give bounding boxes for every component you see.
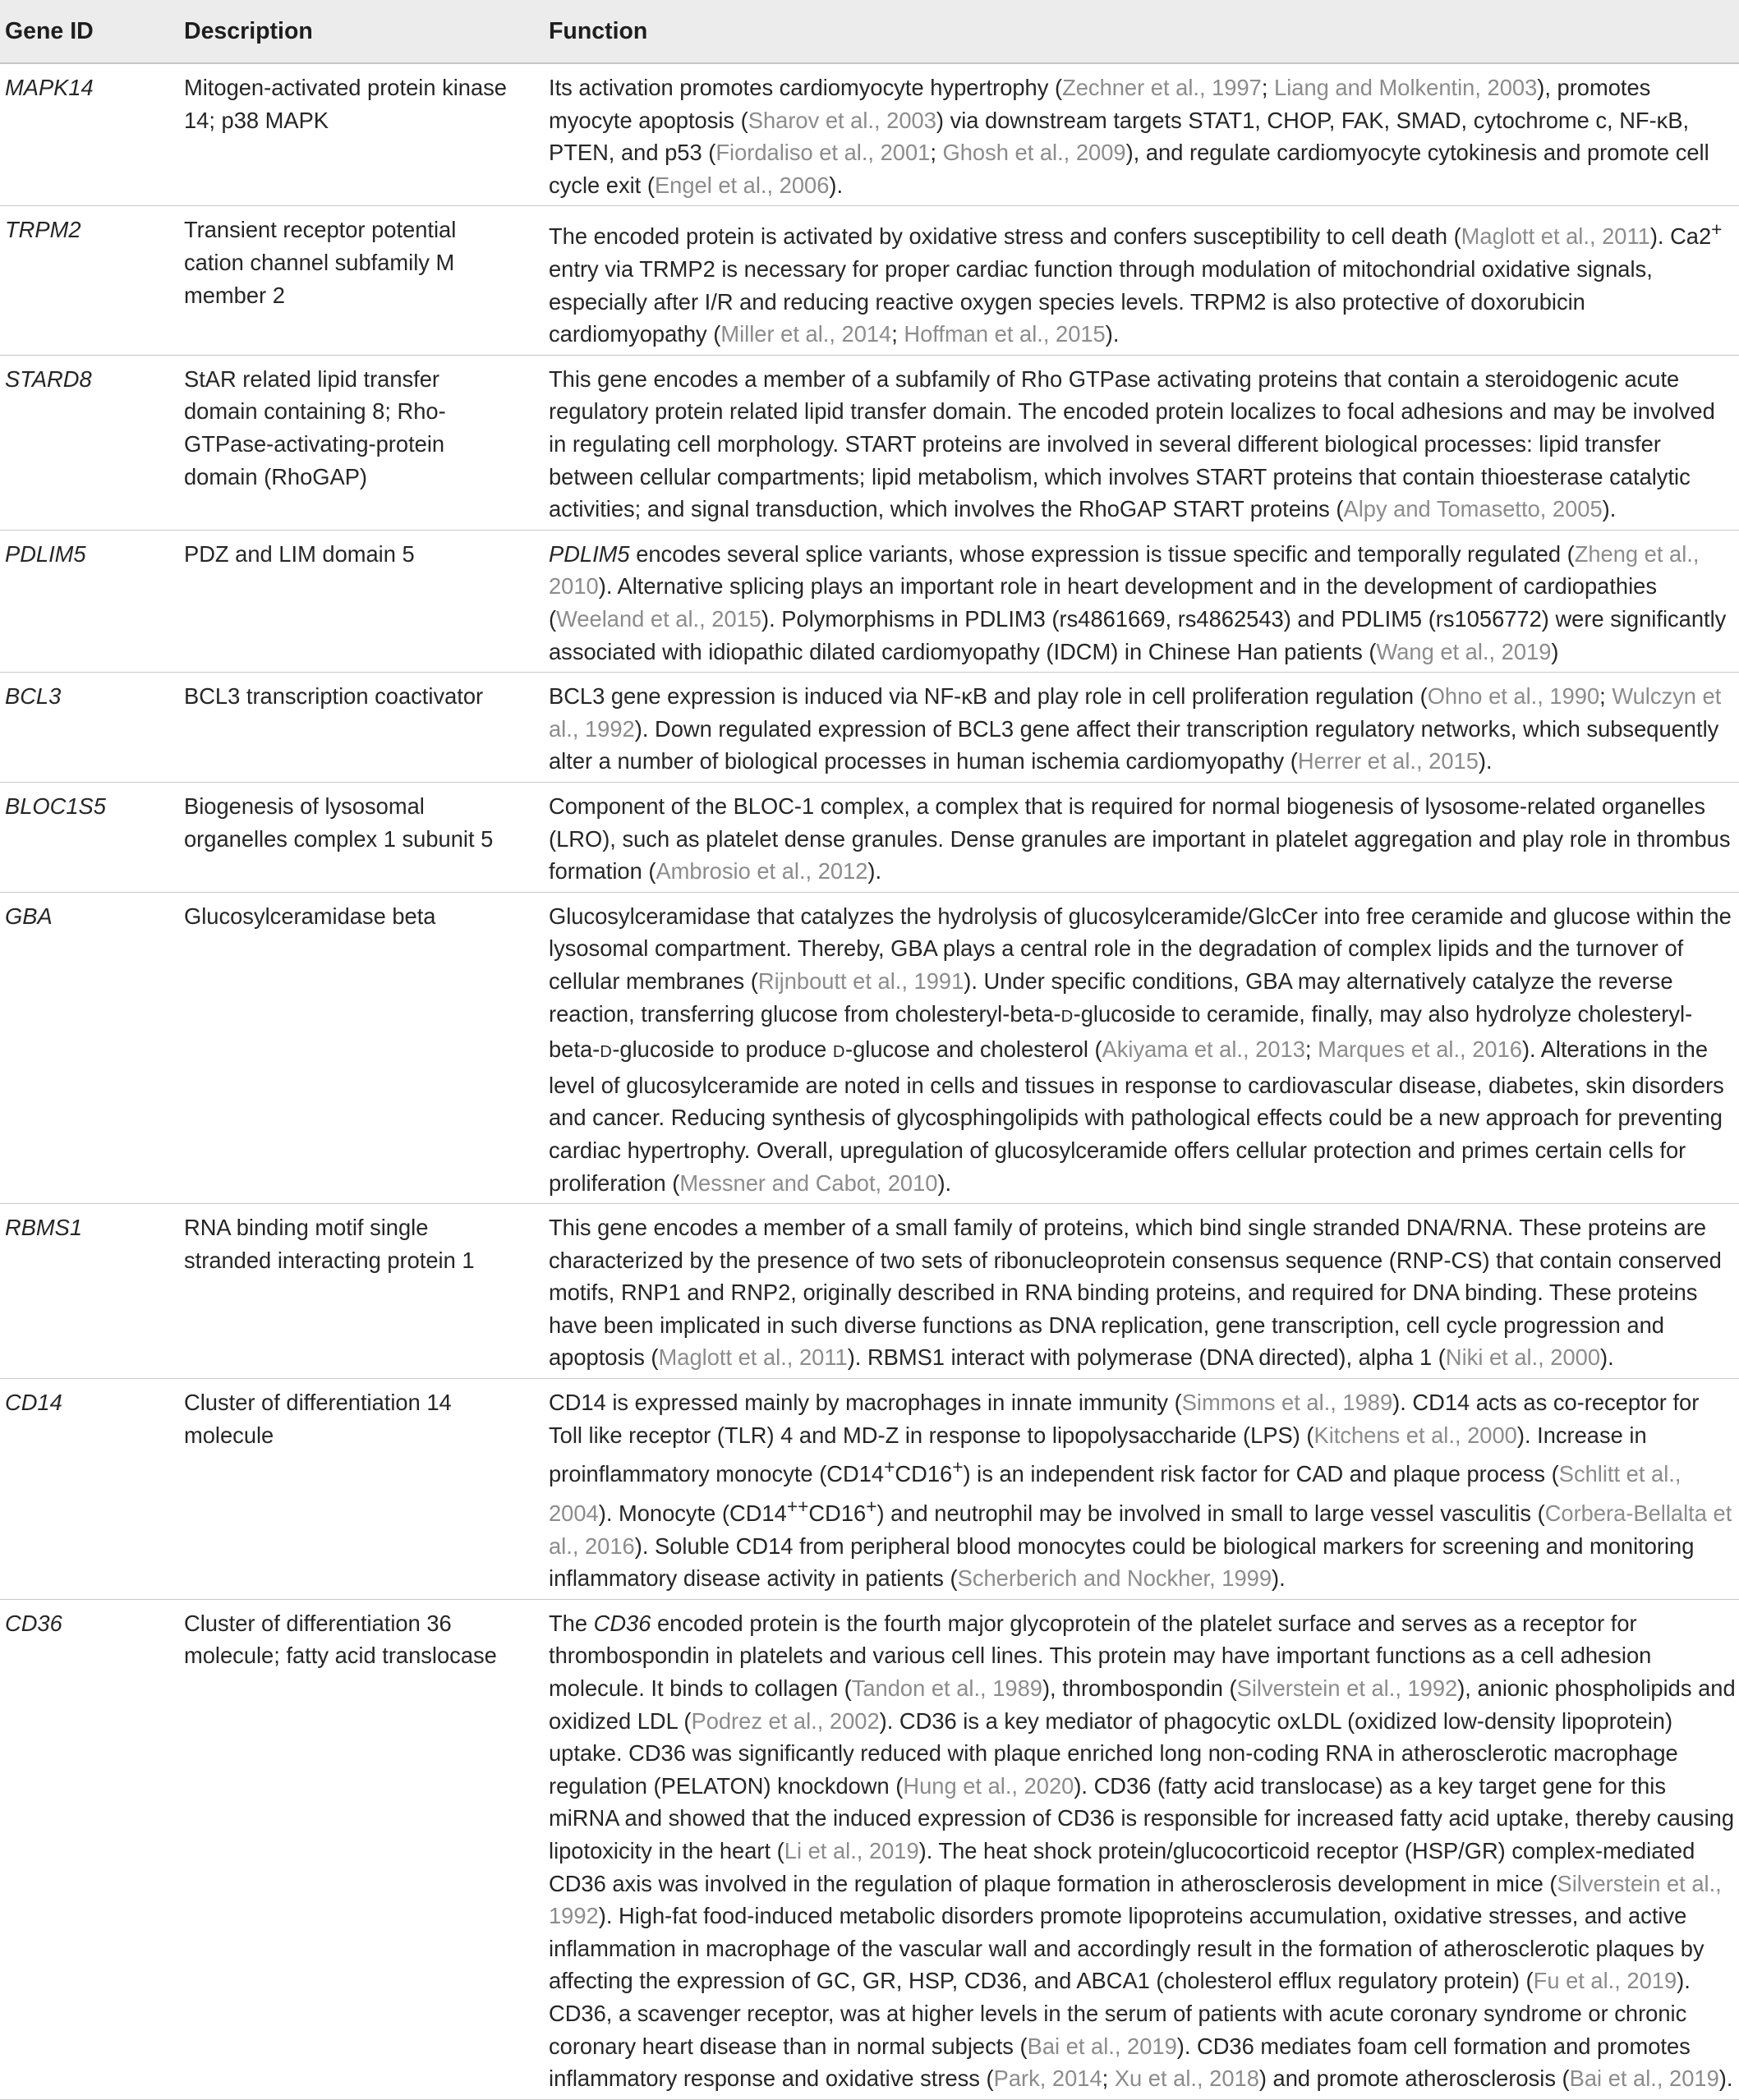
citation-link[interactable]: Ghosh et al., 2009 — [942, 140, 1126, 166]
table-body — [0, 63, 1739, 2099]
header-description: Description — [184, 0, 549, 63]
citation-link[interactable]: Schlitt et al., 2004 — [549, 1461, 1681, 1527]
function-text: This gene encodes a member of a small family of proteins, which bind single stranded DNA/RNA. These proteins are characterized by the presence of two sets of ribonucleoprotein consensus sequence (RNP-CS) that contain conserved motifs, RNP1 and RNP2, originally described in RNA binding proteins, and required for DNA binding. These proteins have been implicated in such diverse functions as DNA replication, gene transcription, cell cycle progression and apoptosis ( — [549, 1215, 1722, 1371]
citation-link[interactable]: Weeland et al., 2015 — [556, 606, 761, 632]
citation-link[interactable]: Xu et al., 2018 — [1114, 2066, 1259, 2092]
function-text: -glucoside to produce — [612, 1036, 833, 1063]
function-text: The encoded protein is activated by oxidative stress and confers susceptibility to cell death ( — [549, 223, 1461, 250]
header-function: Function — [549, 0, 1739, 63]
function-text: ). — [1718, 2066, 1733, 2092]
table-row — [0, 63, 1739, 206]
table-row — [0, 782, 1739, 892]
function-text: ). High-fat food-induced metabolic disorders promote lipoproteins accumulation, oxidative stresses, and active inflammation in macrophage of the vascular wall and accordingly result in the formation of atherosclerotic plaques by affecting the expression of GC, GR, HSP, CD36, and ABCA1 (cholesterol efflux regulatory protein) ( — [549, 1903, 1704, 1994]
gene-id-cell: TRPM2 — [0, 206, 184, 355]
table-row — [0, 892, 1739, 1203]
function-text: ). CD14 acts as co-receptor for Toll like receptor (TLR) 4 and MD-Z in response to lipopolysaccharide (LPS) ( — [549, 1390, 1700, 1448]
citation-link[interactable]: Rijnboutt et al., 1991 — [757, 967, 964, 994]
table-header-row — [0, 0, 1739, 63]
function-text: ). Increase in proinflammatory monocyte (CD14 — [549, 1422, 1647, 1487]
function-text: The — [549, 1610, 594, 1636]
function-text: ). CD36 mediates foam cell formation and promotes inflammatory response and oxidative stress ( — [549, 2033, 1691, 2092]
function-text: ; — [1304, 1036, 1318, 1063]
citation-link[interactable]: Fu et al., 2019 — [1533, 1968, 1677, 1994]
function-text: ). — [1602, 496, 1617, 522]
function-text: ). CD36, a scavenger receptor, was at higher levels in the serum of patients with acute coronary syndrome or chronic coronary heart disease than in normal subjects ( — [549, 1968, 1691, 2059]
superscript-text: + — [1711, 218, 1723, 241]
description-cell: RNA binding motif single stranded interacting protein 1 — [184, 1204, 549, 1379]
citation-link[interactable]: Herrer et al., 2015 — [1297, 748, 1479, 774]
superscript-text: ++ — [786, 1495, 809, 1517]
function-text: ). Monocyte (CD14 — [598, 1500, 787, 1527]
citation-link[interactable]: Marques et al., 2016 — [1318, 1036, 1522, 1063]
function-text: ). Soluble CD14 from peripheral blood monocytes could be biological markers for screening and monitoring inflammatory disease activity in patients ( — [549, 1532, 1695, 1592]
citation-link[interactable]: Liang and Molkentin, 2003 — [1274, 75, 1538, 100]
function-text: ), thrombospondin ( — [1042, 1675, 1237, 1701]
small-caps-letter: D — [832, 1043, 845, 1062]
function-cell — [549, 892, 1739, 1203]
function-text: ). — [1105, 321, 1120, 347]
function-text: ). The heat shock protein/glucocorticoid receptor (HSP/GR) complex-mediated CD36 axis was involved in the regulation of plaque formation in atherosclerosis development in mice ( — [549, 1837, 1695, 1896]
function-text: ), and regulate cardiomyocyte cytokinesis and promote cell cycle exit ( — [549, 140, 1709, 198]
citation-link[interactable]: Podrez et al., 2002 — [691, 1707, 880, 1734]
description-cell: PDZ and LIM domain 5 — [184, 530, 549, 672]
function-text: ). Down regulated expression of BCL3 gene affect their transcription regulatory networks, which subsequently alter a number of biological processes in human ischemia cardiomyopathy ( — [549, 715, 1719, 774]
function-text: Glucosylceramidase that catalyzes the hydrolysis of glucosylceramide/GlcCer into free ceramide and glucose within the lysosomal compartment. Thereby, GBA plays a central role in the degradation of complex lipids and the turnover of cellular membranes ( — [549, 903, 1732, 994]
function-cell — [549, 782, 1739, 892]
table-row — [0, 1204, 1739, 1379]
superscript-text: + — [884, 1456, 895, 1478]
function-cell — [549, 355, 1739, 530]
function-text: ) via downstream targets STAT1, CHOP, FAK, SMAD, cytochrome c, NF-κB, PTEN, and p53 ( — [549, 107, 1690, 166]
small-caps-letter: D — [600, 1043, 613, 1062]
description-cell: Biogenesis of lysosomal organelles complex 1 subunit 5 — [184, 782, 549, 892]
function-text: ; — [1599, 683, 1612, 710]
citation-link[interactable]: Tandon et al., 1989 — [851, 1675, 1042, 1701]
citation-link[interactable]: Silverstein et al., 1992 — [549, 1870, 1722, 1929]
citation-link[interactable]: Simmons et al., 1989 — [1181, 1390, 1393, 1416]
citation-link[interactable]: Bai et al., 2019 — [1027, 2033, 1177, 2059]
citation-link[interactable]: Hung et al., 2020 — [903, 1772, 1074, 1799]
function-text: encoded protein is the fourth major glycoprotein of the platelet surface and serves as a receptor for thrombospondin in platelets and various cell lines. This protein may have important functions as a cell adhesion molecule. It binds to collagen ( — [549, 1610, 1652, 1701]
function-text: ). CD36 (fatty acid translocase) as a key target gene for this miRNA and showed that the induced expression of CD36 is responsible for increased fatty acid uptake, thereby causing lipotoxicity in the heart ( — [549, 1772, 1735, 1863]
function-text: ). — [1272, 1565, 1286, 1592]
citation-link[interactable]: Corbera-Bellalta et al., 2016 — [549, 1500, 1732, 1559]
table-row — [0, 673, 1739, 783]
citation-link[interactable]: Engel et al., 2006 — [654, 172, 830, 198]
citation-link[interactable]: Ohno et al., 1990 — [1427, 683, 1600, 710]
gene-id-cell: RBMS1 — [0, 1204, 184, 1379]
citation-link[interactable]: Alpy and Tomasetto, 2005 — [1343, 496, 1603, 522]
function-text: Its activation promotes cardiomyocyte hypertrophy ( — [549, 75, 1063, 100]
function-cell — [549, 206, 1739, 355]
function-text: ). — [1478, 748, 1493, 774]
function-cell — [549, 1204, 1739, 1379]
superscript-text: + — [952, 1456, 964, 1478]
function-text: ) and neutrophil may be involved in small to large vessel vasculitis ( — [876, 1500, 1545, 1527]
description-cell: Glucosylceramidase beta — [184, 892, 549, 1203]
function-text: -glucose and cholesterol ( — [845, 1036, 1102, 1063]
citation-link[interactable]: Maglott et al., 2011 — [658, 1344, 848, 1371]
function-text: ). — [1600, 1344, 1614, 1371]
table-row — [0, 530, 1739, 672]
citation-link[interactable]: Hoffman et al., 2015 — [904, 321, 1106, 347]
citation-link[interactable]: Zheng et al., 2010 — [549, 540, 1700, 600]
citation-link[interactable]: Silverstein et al., 1992 — [1236, 1675, 1458, 1701]
description-cell: Mitogen-activated protein kinase 14; p38 MAPK — [184, 63, 549, 206]
citation-link[interactable]: Fiordaliso et al., 2001 — [715, 140, 931, 166]
citation-link[interactable]: Miller et al., 2014 — [720, 321, 892, 347]
function-text: Component of the BLOC-1 complex, a complex that is required for normal biogenesis of lysosome-related organelles (LRO), such as platelet dense granules. Dense granules are important in platelet aggregation and play role in thrombus formation ( — [549, 793, 1731, 885]
function-text: ; — [1261, 75, 1275, 100]
gene-id-cell: CD36 — [0, 1599, 184, 2099]
citation-link[interactable]: Zechner et al., 1997 — [1062, 75, 1262, 100]
function-text: ), promotes myocyte apoptosis ( — [549, 75, 1651, 133]
function-cell — [549, 1379, 1739, 1600]
function-text: ; — [930, 140, 943, 166]
function-text: CD16 — [895, 1461, 953, 1487]
citation-link[interactable]: Li et al., 2019 — [784, 1837, 919, 1863]
function-text: BCL3 gene expression is induced via NF-κB and play role in cell proliferation regulation ( — [549, 683, 1428, 710]
citation-link[interactable]: Maglott et al., 2011 — [1461, 223, 1650, 250]
citation-link[interactable]: Bai et al., 2019 — [1569, 2066, 1719, 2092]
citation-link[interactable]: Sharov et al., 2003 — [748, 107, 936, 133]
function-text: encodes several splice variants, whose expression is tissue specific and temporally regulated ( — [629, 540, 1575, 567]
function-text: ). RBMS1 interact with polymerase (DNA directed), alpha 1 ( — [847, 1344, 1446, 1371]
citation-link[interactable]: Ambrosio et al., 2012 — [656, 858, 868, 885]
citation-link[interactable]: Akiyama et al., 2013 — [1102, 1036, 1305, 1063]
citation-link[interactable]: Park, 2014 — [993, 2066, 1102, 2092]
description-cell: Cluster of differentiation 36 molecule; fatty acid translocase — [184, 1599, 549, 2099]
function-cell — [549, 530, 1739, 672]
gene-id-cell: PDLIM5 — [0, 530, 184, 672]
italic-gene-name: CD36 — [593, 1610, 651, 1636]
function-text: ). Under specific conditions, GBA may alternatively catalyze the reverse reaction, transferring glucose from cholesteryl-beta- — [549, 967, 1673, 1027]
citation-link[interactable]: Wulczyn et al., 1992 — [549, 683, 1722, 742]
gene-id-cell: STARD8 — [0, 355, 184, 530]
header-gene-id: Gene ID — [0, 0, 184, 63]
function-cell — [549, 63, 1739, 206]
citation-link[interactable]: Wang et al., 2019 — [1376, 638, 1552, 664]
gene-id-cell: BCL3 — [0, 673, 184, 783]
description-cell: BCL3 transcription coactivator — [184, 673, 549, 783]
function-text: CD14 is expressed mainly by macrophages in innate immunity ( — [549, 1390, 1182, 1416]
table-row — [0, 206, 1739, 355]
description-cell: StAR related lipid transfer domain containing 8; Rho-GTPase-activating-protein domain (RhoGAP) — [184, 355, 549, 530]
function-text: ; — [891, 321, 904, 347]
function-text: ) and promote atherosclerosis ( — [1258, 2066, 1570, 2092]
function-text: ). Alternative splicing plays an important role in heart development and in the development of cardiopathies ( — [549, 573, 1657, 632]
table-row — [0, 1599, 1739, 2099]
function-text: ) — [1551, 638, 1559, 664]
function-text: entry via TRMP2 is necessary for proper cardiac function through modulation of mitochondrial oxidative signals, especially after I/R and reducing reactive oxygen species levels. TRPM2 is also protective of doxorubicin cardiomyopathy ( — [549, 256, 1653, 347]
gene-id-cell: GBA — [0, 892, 184, 1203]
function-text: CD16 — [808, 1500, 867, 1527]
description-cell: Cluster of differentiation 14 molecule — [184, 1379, 549, 1600]
function-text: ). Polymorphisms in PDLIM3 (rs4861669, rs4862543) and PDLIM5 (rs1056772) were significantly associated with idiopathic dilated cardiomyopathy (IDCM) in Chinese Han patients ( — [549, 606, 1727, 664]
citation-link[interactable]: Niki et al., 2000 — [1445, 1344, 1601, 1371]
function-text: ) is an independent risk factor for CAD and plaque process ( — [963, 1461, 1559, 1487]
function-text: This gene encodes a member of a subfamily of Rho GTPase activating proteins that contain a steroidogenic acute regulatory protein related lipid transfer domain. The encoded protein localizes to focal adhesions and may be involved in regulating cell morphology. START proteins are involved in several different biological processes: lipid transfer between cellular compartments; lipid metabolism, which involves START proteins that contain thioesterase catalytic activities; and signal transduction, which involves the RhoGAP START proteins ( — [549, 365, 1715, 522]
description-cell: Transient receptor potential cation channel subfamily M member 2 — [184, 206, 549, 355]
function-text: ), anionic phospholipids and oxidized LDL ( — [549, 1675, 1736, 1734]
table-row — [0, 1379, 1739, 1600]
gene-id-cell: MAPK14 — [0, 63, 184, 206]
function-text: ). CD36 is a key mediator of phagocytic oxLDL (oxidized low-density lipoprotein) uptake. CD36 was significantly reduced with plaque enriched long non-coding RNA in atherosclerotic macrophage regulation (PELATON) knockdown ( — [549, 1707, 1678, 1799]
citation-link[interactable]: Scherberich and Nockher, 1999 — [957, 1565, 1272, 1592]
table-row — [0, 355, 1739, 530]
function-text: ; — [1102, 2066, 1115, 2092]
superscript-text: + — [866, 1495, 877, 1517]
gene-id-cell: BLOC1S5 — [0, 782, 184, 892]
small-caps-letter: D — [1060, 1007, 1074, 1026]
function-text: ). — [867, 858, 882, 885]
function-text: ). — [829, 172, 844, 198]
function-cell — [549, 673, 1739, 783]
citation-link[interactable]: Messner and Cabot, 2010 — [679, 1169, 938, 1196]
italic-gene-name: PDLIM5 — [549, 540, 630, 567]
function-text: ). — [937, 1169, 952, 1196]
function-cell — [549, 1599, 1739, 2099]
function-text: ). Ca2 — [1649, 223, 1712, 250]
function-text: ). Alterations in the level of glucosylceramide are noted in cells and tissues in response to cardiovascular disease, diabetes, skin disorders and cancer. Reducing synthesis of glycosphingolipids with pathological effects could be a new approach for preventing cardiac hypertrophy. Overall, upregulation of glucosylceramide offers cellular protection and primes certain cells for proliferation ( — [549, 1036, 1724, 1196]
citation-link[interactable]: Kitchens et al., 2000 — [1313, 1422, 1517, 1448]
gene-id-cell: CD14 — [0, 1379, 184, 1600]
function-text: -glucoside to ceramide, finally, may also hydrolyze cholesteryl-beta- — [549, 1000, 1693, 1063]
